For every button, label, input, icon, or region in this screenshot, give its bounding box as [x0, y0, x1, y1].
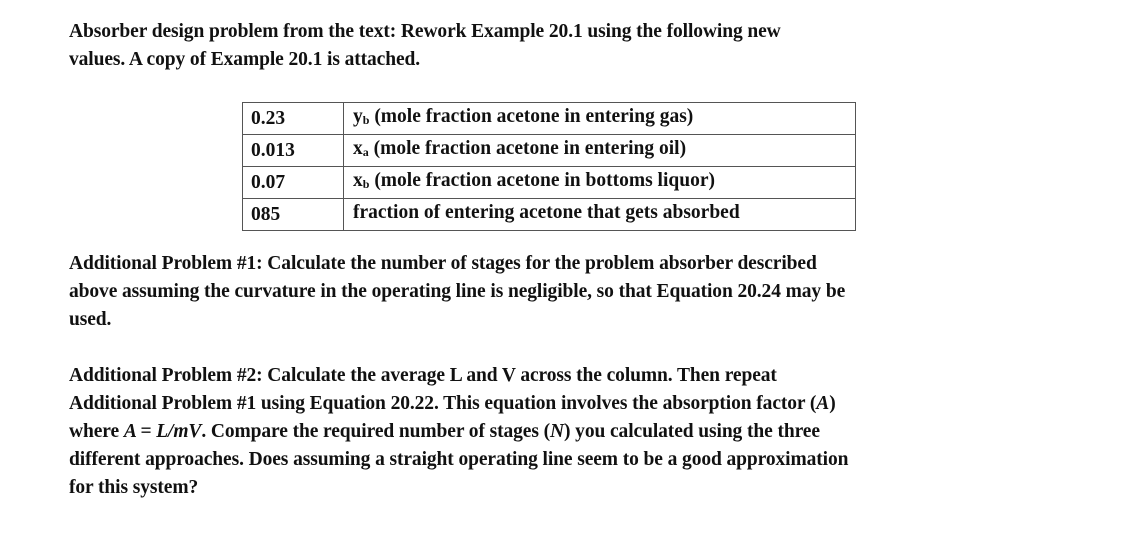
table-description — [344, 135, 856, 167]
variable-symbol: y — [353, 106, 363, 127]
table-value: 0.07 — [243, 167, 344, 199]
absorption-factor-symbol: A — [816, 393, 830, 414]
values-table — [242, 102, 856, 231]
table-value: 0.013 — [243, 135, 344, 167]
problem2-line-1: Additional Problem #2: Calculate the average L and V across the column. Then repeat — [69, 365, 777, 386]
variable-subscript: a — [362, 145, 369, 159]
problem2-line-3-text: . Compare the required number of stages ( — [201, 421, 551, 442]
problem2-line-5: for this system? — [69, 477, 199, 498]
description-text: fraction of entering acetone that gets absorbed — [353, 202, 740, 223]
problem1-line-2: above assuming the curvature in the operating line is negligible, so that Equation 20.24 may be — [69, 281, 846, 302]
variable-subscript: b — [362, 177, 370, 191]
table-value: 0.23 — [243, 103, 344, 135]
problem2-line-3-lead: where — [69, 421, 124, 442]
variable-symbol: x — [353, 170, 363, 191]
table-description — [344, 167, 856, 199]
description-text: (mole fraction acetone in bottoms liquor) — [369, 170, 715, 191]
table-description — [344, 103, 856, 135]
absorption-factor-formula: A = L/mV — [123, 421, 202, 442]
table-row — [243, 167, 856, 199]
variable-symbol: x — [353, 138, 363, 159]
problem2-line-2 — [69, 393, 836, 414]
table-row — [243, 103, 856, 135]
additional-problem-2 — [69, 362, 1069, 502]
intro-line-1: Absorber design problem from the text: Rework Example 20.1 using the following new — [69, 21, 781, 42]
problem2-line-3-tail: ) you calculated using the three — [564, 421, 820, 442]
problem2-line-2-close: ) — [829, 393, 836, 414]
table-row — [243, 135, 856, 167]
description-text: (mole fraction acetone in entering gas) — [369, 106, 694, 127]
intro-paragraph — [69, 18, 1069, 74]
variable-subscript: b — [362, 113, 370, 127]
problem1-line-1: Additional Problem #1: Calculate the number of stages for the problem absorber described — [69, 253, 817, 274]
problem1-line-3: used. — [69, 309, 112, 330]
problem2-line-4: different approaches. Does assuming a straight operating line seem to be a good approximation — [69, 449, 849, 470]
table-description — [344, 199, 856, 231]
table-row — [243, 199, 856, 231]
description-text: (mole fraction acetone in entering oil) — [368, 138, 687, 159]
table-value: 085 — [243, 199, 344, 231]
problem2-line-3 — [69, 421, 820, 442]
intro-line-2: values. A copy of Example 20.1 is attached. — [69, 49, 421, 70]
additional-problem-1 — [69, 250, 1069, 334]
stage-count-symbol: N — [550, 421, 565, 442]
problem2-line-2-text: Additional Problem #1 using Equation 20.22. This equation involves the absorption factor ( — [69, 393, 817, 414]
